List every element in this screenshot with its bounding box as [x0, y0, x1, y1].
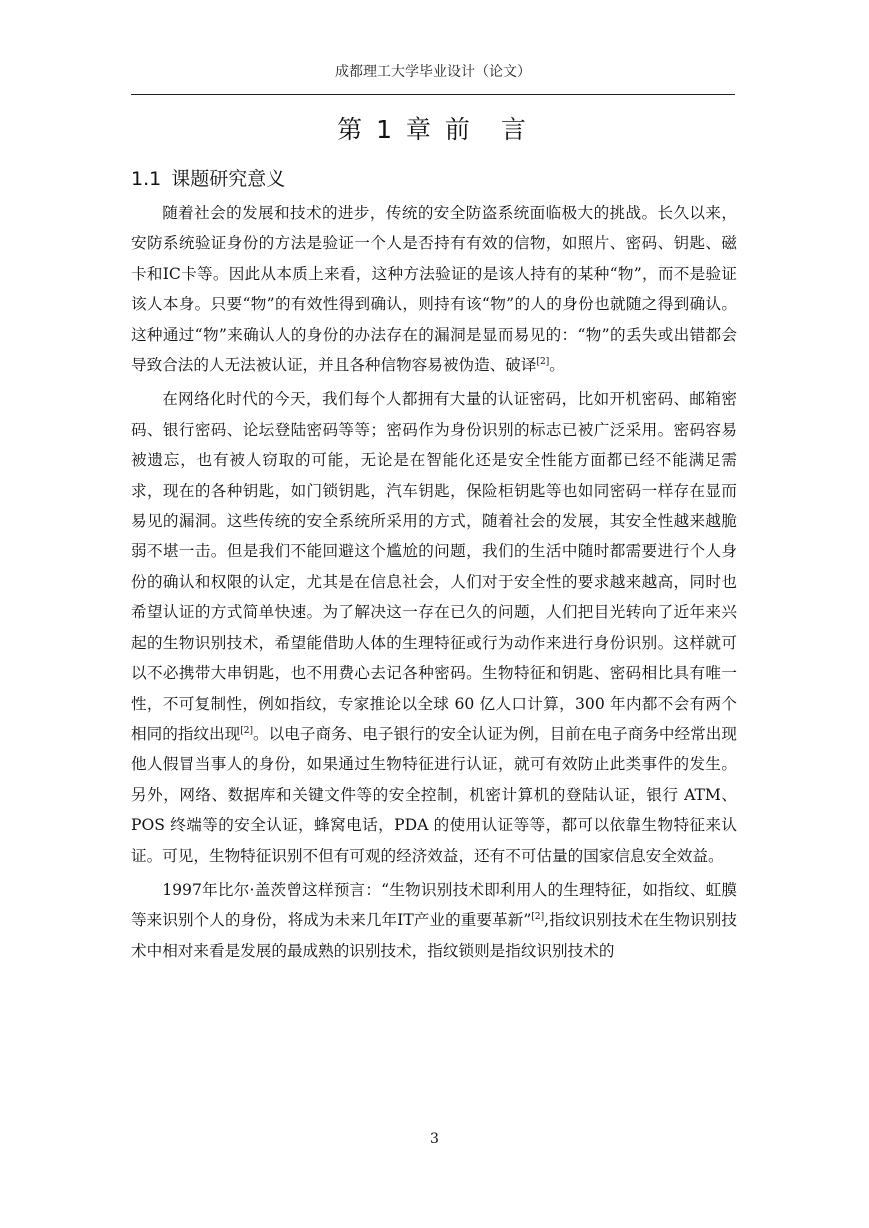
- citation-ref: [2]: [531, 912, 545, 923]
- page-number: 3: [430, 1131, 439, 1147]
- paragraph-2-tail: 。以电子商务、电子银行的安全认证为例，目前在电子商务中经常出现他人假冒当事人的身份，如果通过生物特征进行认证，就可有效防止此类事件的发生。另外，网络、数据库和关键文件等的安全控制，机密计算机的登陆认证，银行 ATM、POS 终端等的安全认证，蜂窝电话，PDA 的使用认证等等，都可以依靠生物特征来认证。可见，生物特征识别不但有可观的经济效益，还有不可估量的国家信息安全效益。: [131, 724, 737, 865]
- paragraph-3-tail: ,指纹识别技术在生物识别技术中相对来看是发展的最成熟的识别技术，指纹锁则是指纹识别技术的: [131, 911, 737, 960]
- paragraph-2: [131, 384, 737, 871]
- header-rule: [131, 94, 735, 95]
- paragraph-2-text: 在网络化时代的今天，我们每个人都拥有大量的认证密码，比如开机密码、邮箱密码、银行密码、论坛登陆密码等等；密码作为身份识别的标志已被广泛采用。密码容易被遗忘，也有被人窃取的可能，无论是在智能化还是安全性能方面都已经不能满足需求，现在的各种钥匙，如门锁钥匙，汽车钥匙，保险柜钥匙等也如同密码一样存在显而易见的漏洞。这些传统的安全系统所采用的方式，随着社会的发展，其安全性越来越脆弱不堪一击。但是我们不能回避这个尴尬的问题，我们的生活中随时都需要进行个人身份的确认和权限的认定，尤其是在信息社会，人们对于安全性的要求越来越高，同时也希望认证的方式简单快速。为了解决这一存在已久的问题，人们把目光转向了近年来兴起的生物识别技术，希望能借助人体的生理特征或行为动作来进行身份识别。这样就可以不必携带大串钥匙，也不用费心去记各种密码。生物特征和钥匙、密码相比具有唯一性，不可复制性，例如指纹，专家推论以全球 60 亿人口计算，300 年内都不会有两个相同的指纹出现: [131, 390, 737, 743]
- section-title: 课题研究意义: [171, 168, 286, 190]
- citation-ref: [2]: [240, 725, 254, 736]
- section-heading: [131, 165, 285, 193]
- section-number: 1.1: [131, 168, 162, 190]
- running-header: 成都理工大学毕业设计（论文）: [335, 64, 531, 80]
- paragraph-1: [131, 198, 737, 380]
- chapter-title: 第 1 章 前 言: [337, 115, 529, 144]
- citation-ref: [2]: [536, 357, 550, 368]
- body-text: [131, 198, 737, 966]
- paragraph-1-text: 随着社会的发展和技术的进步，传统的安全防盗系统面临极大的挑战。长久以来，安防系统验证身份的方法是验证一个人是否持有有效的信物，如照片、密码、钥匙、磁卡和IC卡等。因此从本质上来看，这种方法验证的是该人持有的某种“物”，而不是验证该人本身。只要“物”的有效性得到确认，则持有该“物”的人的身份也就随之得到确认。这种通过“物”来确认人的身份的办法存在的漏洞是显而易见的：“物”的丢失或出错都会导致合法的人无法被认证，并且各种信物容易被伪造、破译: [131, 204, 737, 375]
- paragraph-3-text: 1997年比尔·盖茨曾这样预言：“生物识别技术即利用人的生理特征，如指纹、虹膜等来识别个人的身份，将成为未来几年IT产业的重要革新”: [131, 880, 737, 930]
- paragraph-3: [131, 875, 737, 966]
- paragraph-1-tail: 。: [549, 356, 565, 375]
